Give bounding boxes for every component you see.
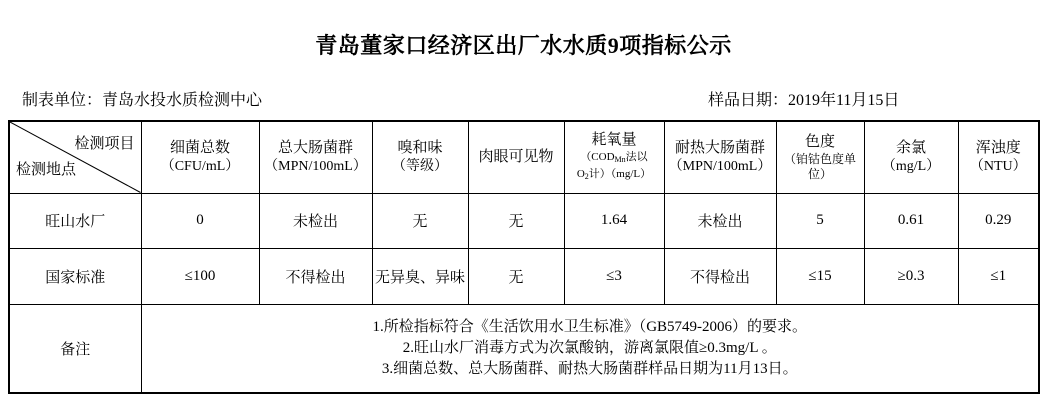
column-header-thermotolerant-coliform: [664, 121, 776, 193]
note-line-2: 2.旺山水厂消毒方式为次氯酸钠，游离氯限值≥0.3mg/L 。: [402, 339, 777, 356]
column-label: 嗅和味: [397, 140, 443, 157]
column-label: 肉眼可见物: [478, 149, 554, 166]
column-header-residual-chlorine: [864, 121, 958, 193]
table-header-row: [9, 121, 1039, 193]
unit-subscript: Mn: [614, 155, 626, 165]
column-label: 细菌总数: [169, 140, 230, 157]
column-header-total-coliform: [259, 121, 372, 193]
table-row-national-standard: [9, 248, 1039, 304]
column-header-odor-taste: [372, 121, 468, 193]
notes-label: 备注: [9, 304, 141, 393]
table-cell: ≤100: [141, 248, 259, 304]
column-header-color: [776, 121, 864, 193]
row-label: 国家标准: [9, 248, 141, 304]
column-label: 余氯: [895, 140, 926, 157]
unit-text: 计）（mg/L）: [588, 168, 652, 181]
column-label: 色度: [804, 134, 835, 151]
table-cell: 无: [468, 193, 564, 248]
table-cell: 不得检出: [664, 248, 776, 304]
table-cell: ≤1: [958, 248, 1039, 304]
table-cell: ≥0.3: [864, 248, 958, 304]
table-cell: ≤15: [776, 248, 864, 304]
column-label: 耐热大肠菌群: [674, 140, 765, 157]
water-quality-table: [8, 120, 1040, 394]
table-cell: 0.29: [958, 193, 1039, 248]
row-label: 旺山水厂: [9, 193, 141, 248]
column-header-visible-matter: [468, 121, 564, 193]
table-cell: 无: [468, 248, 564, 304]
table-row-notes: [9, 304, 1039, 393]
report-unit-label: 制表单位：青岛水投水质检测中心: [22, 92, 263, 109]
column-label: 浑浊度: [975, 140, 1021, 157]
sample-date-label: 样品日期：2019年11月15日: [708, 92, 900, 109]
table-cell: 未检出: [259, 193, 372, 248]
column-unit: （铂钴色度单位）: [783, 152, 856, 182]
table-row-wangshan-plant: [9, 193, 1039, 248]
column-unit: （等级）: [392, 159, 448, 175]
unit-text: （COD: [580, 151, 615, 164]
column-header-turbidity: [958, 121, 1039, 193]
corner-label-site: 检测地点: [16, 161, 77, 178]
table-cell: 5: [776, 193, 864, 248]
note-line-3: 3.细菌总数、总大肠菌群、耐热大肠菌群样品日期为11月13日。: [381, 360, 798, 377]
table-cell: 未检出: [664, 193, 776, 248]
corner-header-cell: [9, 121, 141, 193]
column-label: 耗氧量: [591, 132, 637, 149]
column-unit: （NTU）: [969, 159, 1027, 175]
table-cell: 无: [372, 193, 468, 248]
column-label: 总大肠菌群: [277, 140, 353, 157]
column-unit: （MPN/100mL）: [668, 159, 772, 175]
unit-text: O: [576, 168, 585, 181]
note-line-1: 1.所检指标符合《生活饮用水卫生标准》（GB5749-2006）的要求。: [372, 318, 808, 335]
table-cell: 无异臭、异味: [372, 248, 468, 304]
column-unit: （MPN/100mL）: [264, 159, 367, 175]
column-unit: （CFU/mL）: [160, 159, 240, 175]
corner-label-items: 检测项目: [74, 136, 135, 152]
unit-subscript: 2: [584, 172, 589, 182]
column-header-bacteria: [141, 121, 259, 193]
table-cell: ≤3: [564, 248, 664, 304]
column-header-oxygen-consumption: [564, 121, 664, 193]
column-unit: （mg/L）: [881, 159, 941, 175]
table-cell: 不得检出: [259, 248, 372, 304]
notes-content: [141, 304, 1039, 393]
unit-text: 法以: [625, 151, 648, 164]
table-cell: 1.64: [564, 193, 664, 248]
table-cell: 0: [141, 193, 259, 248]
table-cell: 0.61: [864, 193, 958, 248]
column-unit: [565, 150, 664, 184]
page-title: 青岛董家口经济区出厂水水质9项指标公示: [315, 33, 732, 58]
